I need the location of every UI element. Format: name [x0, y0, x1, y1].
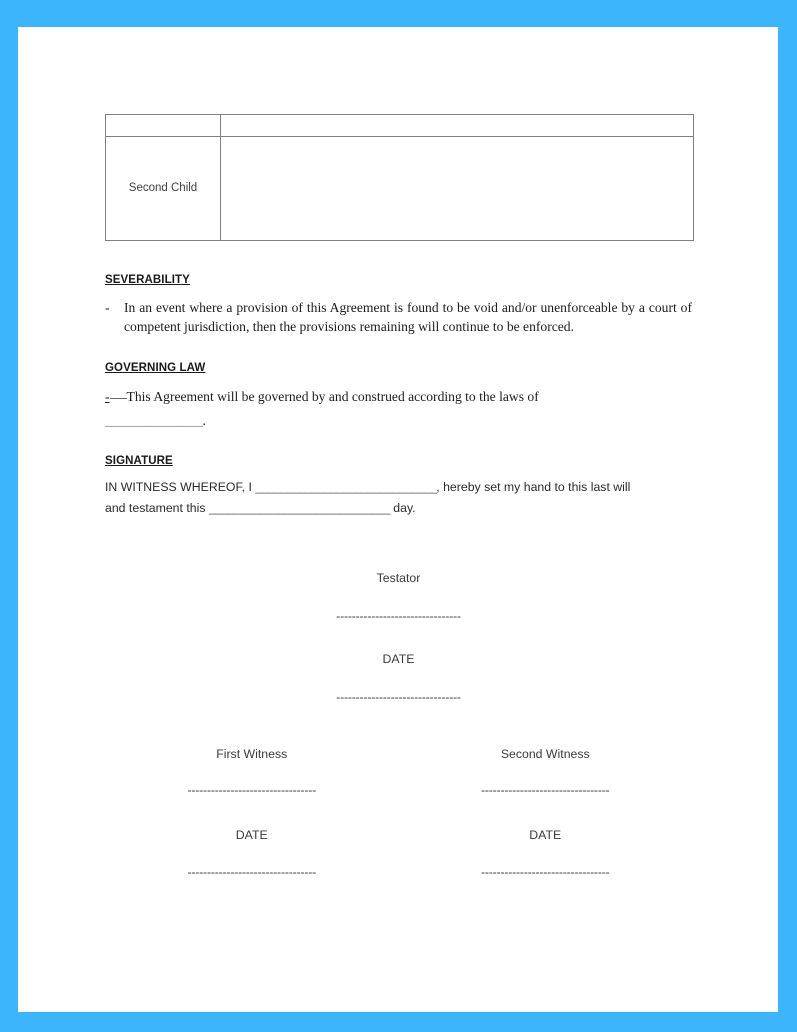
testator-signature-block	[105, 571, 692, 703]
bullet-marker-icon: -	[105, 300, 110, 315]
governing-blank-underscores: _______________	[105, 412, 203, 428]
second-witness-caption: Second Witness	[500, 747, 590, 762]
heading-governing-law: GOVERNING LAW	[105, 361, 206, 374]
table-row	[106, 137, 694, 241]
table-cell-value[interactable]	[221, 137, 694, 241]
table-cell-header-value	[221, 115, 694, 137]
heading-signature: SIGNATURE	[105, 454, 173, 467]
first-witness-signature-line[interactable]: ---------------------------------	[187, 784, 317, 797]
testator-date-line[interactable]: --------------------------------	[336, 690, 461, 704]
signature-line1-before: IN WITNESS WHEREOF, I	[105, 479, 256, 494]
governing-law-text: This Agreement will be governed by and construed according to the laws of	[126, 388, 539, 404]
heading-severability: SEVERABILITY	[105, 274, 190, 286]
governing-bullet-marker-icon: -	[105, 388, 110, 404]
second-witness-signature-line[interactable]: ---------------------------------	[480, 784, 610, 797]
signature-line1-after: , hereby set my hand to this last will	[436, 479, 631, 494]
first-witness-date-caption: DATE	[235, 828, 268, 843]
governing-blank-period: .	[202, 412, 206, 428]
signature-line2-before: and testament this	[105, 501, 209, 516]
table-cell-header-label	[106, 115, 221, 137]
second-child-label: Second Child	[128, 182, 198, 195]
beneficiary-table	[105, 114, 694, 241]
signature-blocks-area	[105, 571, 692, 878]
signature-line2-after: day.	[389, 501, 416, 516]
governing-law-blank-line[interactable]	[105, 413, 692, 429]
severability-bullet-item	[105, 298, 692, 337]
document-sheet	[18, 27, 778, 1012]
signature-name-blank[interactable]: _____________________________	[255, 479, 437, 494]
signature-day-blank[interactable]: _____________________________	[208, 501, 390, 516]
document-body	[105, 114, 692, 878]
second-witness-block	[399, 747, 693, 878]
severability-text: In an event where a provision of this Agreement is found to be void and/or unenforceable by a court of competent jurisdiction, then the provisions remaining will continue to be enforced.	[124, 300, 692, 335]
first-witness-block	[105, 747, 399, 878]
governing-gap-rule	[110, 398, 127, 399]
testator-signature-line[interactable]: --------------------------------	[336, 609, 461, 623]
governing-law-paragraph	[105, 387, 692, 406]
second-witness-date-caption: DATE	[529, 828, 562, 843]
witness-signature-area	[105, 747, 692, 878]
first-witness-caption: First Witness	[216, 747, 288, 762]
second-witness-date-line[interactable]: ---------------------------------	[480, 866, 610, 879]
testator-date-caption: DATE	[382, 652, 415, 667]
first-witness-date-line[interactable]: ---------------------------------	[187, 866, 317, 879]
table-row-header	[106, 115, 694, 137]
testator-caption: Testator	[376, 571, 421, 586]
table-cell-label	[106, 137, 221, 241]
signature-paragraph	[105, 477, 692, 519]
